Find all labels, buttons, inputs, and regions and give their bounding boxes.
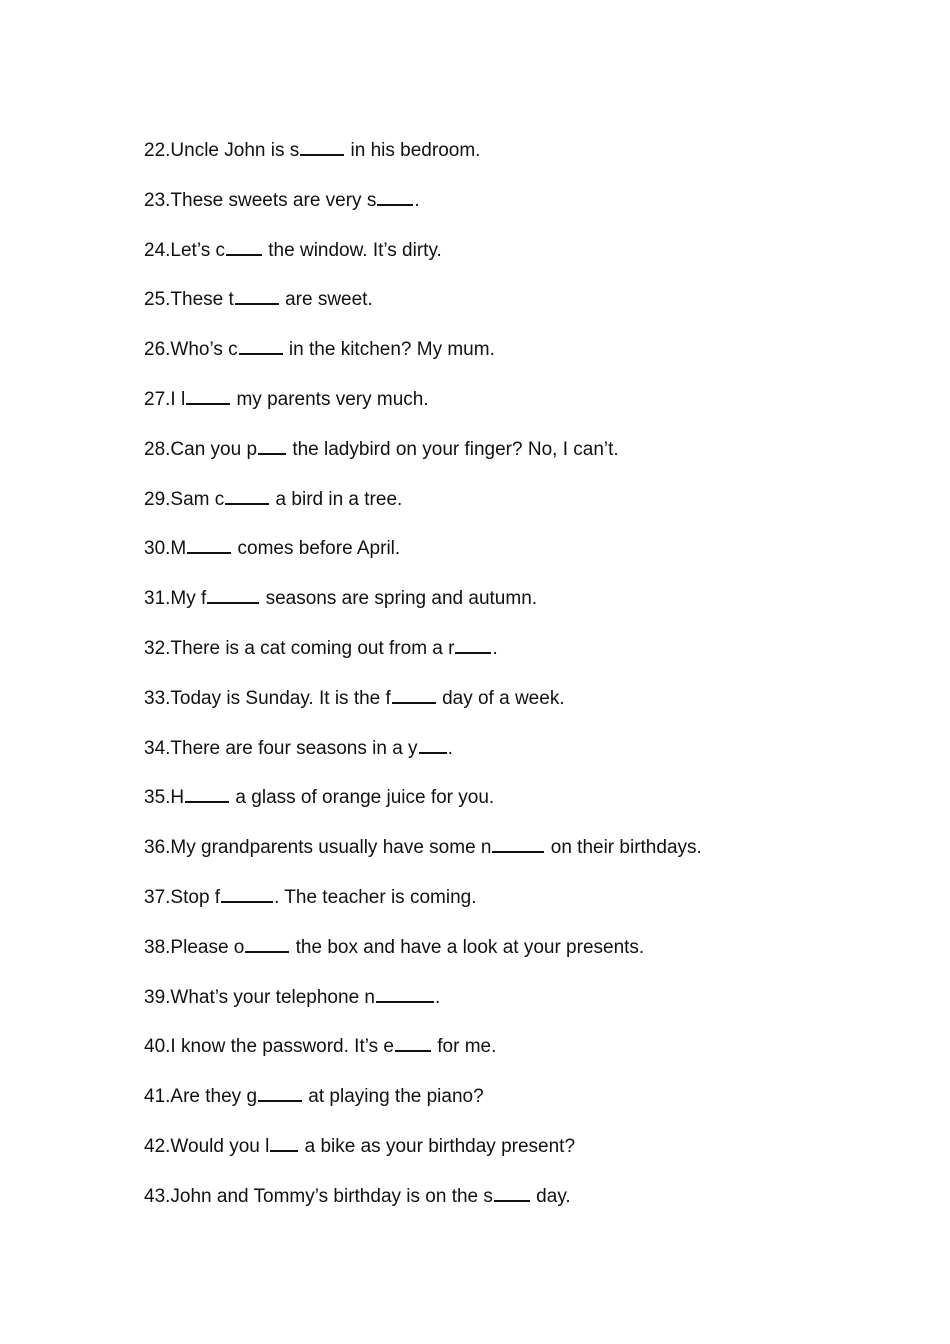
exercise-text-before: These sweets are very s bbox=[170, 189, 377, 211]
exercise-item bbox=[144, 983, 844, 1033]
answer-blank[interactable] bbox=[270, 1132, 298, 1152]
exercise-text-after: comes before April. bbox=[232, 538, 401, 560]
answer-blank[interactable] bbox=[258, 435, 286, 455]
exercise-text-after: . bbox=[492, 637, 498, 659]
answer-blank[interactable] bbox=[492, 833, 544, 853]
answer-blank[interactable] bbox=[226, 236, 262, 256]
exercise-item bbox=[144, 734, 844, 784]
exercise-text-before: There is a cat coming out from a r bbox=[170, 637, 455, 659]
exercise-text-before: Can you p bbox=[170, 438, 258, 460]
exercise-text-after: in his bedroom. bbox=[345, 140, 481, 161]
exercise-text-after: the ladybird on your finger? No, I can’t. bbox=[287, 438, 619, 460]
exercise-text-after: . The teacher is coming. bbox=[274, 886, 477, 908]
exercise-number: 28. bbox=[144, 438, 171, 460]
answer-blank[interactable] bbox=[395, 1032, 431, 1052]
exercise-item bbox=[144, 584, 844, 634]
exercise-number: 29. bbox=[144, 488, 171, 510]
answer-blank[interactable] bbox=[186, 385, 230, 405]
exercise-item bbox=[144, 933, 844, 983]
exercise-list bbox=[144, 136, 844, 1232]
exercise-number: 27. bbox=[144, 388, 171, 410]
exercise-item bbox=[144, 186, 844, 236]
exercise-item bbox=[144, 485, 844, 535]
exercise-text-before: My grandparents usually have some n bbox=[170, 837, 492, 859]
exercise-number: 43. bbox=[144, 1185, 171, 1207]
answer-blank[interactable] bbox=[377, 186, 413, 206]
exercise-number: 36. bbox=[144, 837, 171, 859]
exercise-text-after: . bbox=[434, 986, 441, 1008]
exercise-text-before: There are four seasons in a y bbox=[170, 737, 418, 759]
exercise-item bbox=[144, 335, 844, 385]
answer-blank[interactable] bbox=[235, 285, 279, 305]
exercise-number: 30. bbox=[144, 538, 171, 560]
exercise-number: 32. bbox=[144, 637, 171, 659]
exercise-text-before: Let’s c bbox=[170, 239, 225, 261]
exercise-text-after: a glass of orange juice for you. bbox=[230, 787, 495, 809]
exercise-text-after: . bbox=[414, 189, 420, 211]
exercise-text-before: I l bbox=[170, 388, 186, 410]
exercise-number: 24. bbox=[144, 239, 171, 261]
exercise-text-before: Stop f bbox=[170, 886, 221, 908]
exercise-number: 25. bbox=[144, 289, 171, 311]
exercise-text-after: . bbox=[447, 737, 453, 759]
answer-blank[interactable] bbox=[239, 335, 283, 355]
exercise-number: 22. bbox=[144, 140, 171, 161]
exercise-item bbox=[144, 285, 844, 335]
answer-blank[interactable] bbox=[376, 983, 434, 1003]
exercise-item bbox=[144, 634, 844, 684]
exercise-text-after: the box and have a look at your presents. bbox=[290, 936, 645, 958]
exercise-item bbox=[144, 684, 844, 734]
exercise-text-after: the window. It’s dirty. bbox=[263, 239, 442, 261]
exercise-text-before: M bbox=[170, 538, 187, 560]
exercise-text-after: are sweet. bbox=[279, 289, 373, 311]
exercise-text-before: Uncle John is s bbox=[170, 140, 300, 161]
exercise-text-before: Are they g bbox=[170, 1086, 258, 1108]
exercise-item bbox=[144, 385, 844, 435]
answer-blank[interactable] bbox=[455, 634, 491, 654]
exercise-item bbox=[144, 534, 844, 584]
exercise-text-after: a bike as your birthday present? bbox=[299, 1135, 576, 1157]
answer-blank[interactable] bbox=[225, 485, 269, 505]
answer-blank[interactable] bbox=[494, 1182, 530, 1202]
exercise-number: 34. bbox=[144, 737, 171, 759]
exercise-item bbox=[144, 1082, 844, 1132]
answer-blank[interactable] bbox=[245, 933, 289, 953]
exercise-text-after: on their birthdays. bbox=[545, 837, 702, 859]
exercise-item bbox=[144, 1032, 844, 1082]
exercise-number: 38. bbox=[144, 936, 171, 958]
exercise-text-after: day. bbox=[530, 1185, 571, 1207]
exercise-text-after: for me. bbox=[431, 1036, 497, 1058]
exercise-text-before: Who’s c bbox=[170, 339, 238, 361]
exercise-text-after: a bird in a tree. bbox=[270, 488, 403, 510]
answer-blank[interactable] bbox=[207, 584, 259, 604]
exercise-text-before: Would you l bbox=[170, 1135, 270, 1157]
exercise-number: 37. bbox=[144, 886, 171, 908]
exercise-text-after: at playing the piano? bbox=[303, 1086, 484, 1108]
exercise-text-before: John and Tommy’s birthday is on the s bbox=[170, 1185, 493, 1207]
exercise-item bbox=[144, 1132, 844, 1182]
answer-blank[interactable] bbox=[419, 734, 447, 754]
exercise-number: 31. bbox=[144, 588, 171, 610]
exercise-item bbox=[144, 136, 844, 186]
exercise-text-before: H bbox=[170, 787, 185, 809]
exercise-number: 23. bbox=[144, 189, 171, 211]
exercise-text-before: Please o bbox=[170, 936, 245, 958]
exercise-number: 35. bbox=[144, 787, 171, 809]
exercise-text-after: in the kitchen? My mum. bbox=[283, 339, 495, 361]
exercise-number: 41. bbox=[144, 1086, 171, 1108]
exercise-item bbox=[144, 783, 844, 833]
exercise-text-after: day of a week. bbox=[436, 687, 565, 709]
answer-blank[interactable] bbox=[185, 783, 229, 803]
exercise-item bbox=[144, 1182, 844, 1232]
exercise-text-before: What’s your telephone n bbox=[170, 986, 375, 1008]
answer-blank[interactable] bbox=[392, 684, 436, 704]
exercise-number: 42. bbox=[144, 1135, 171, 1157]
exercise-item bbox=[144, 883, 844, 933]
exercise-item bbox=[144, 236, 844, 286]
exercise-number: 39. bbox=[144, 986, 171, 1008]
exercise-text-after: my parents very much. bbox=[231, 388, 429, 410]
answer-blank[interactable] bbox=[187, 534, 231, 554]
exercise-text-before: I know the password. It’s e bbox=[170, 1036, 394, 1058]
exercise-number: 40. bbox=[144, 1036, 171, 1058]
exercise-item bbox=[144, 833, 844, 883]
exercise-text-before: My f bbox=[170, 588, 207, 610]
exercise-text-after: seasons are spring and autumn. bbox=[260, 588, 538, 610]
answer-blank[interactable] bbox=[258, 1082, 302, 1102]
answer-blank[interactable] bbox=[221, 883, 273, 903]
exercise-text-before: Today is Sunday. It is the f bbox=[170, 687, 391, 709]
exercise-item bbox=[144, 435, 844, 485]
exercise-text-before: Sam c bbox=[170, 488, 225, 510]
exercise-number: 33. bbox=[144, 687, 171, 709]
exercise-text-before: These t bbox=[170, 289, 234, 311]
answer-blank[interactable] bbox=[300, 136, 344, 156]
exercise-number: 26. bbox=[144, 339, 171, 361]
